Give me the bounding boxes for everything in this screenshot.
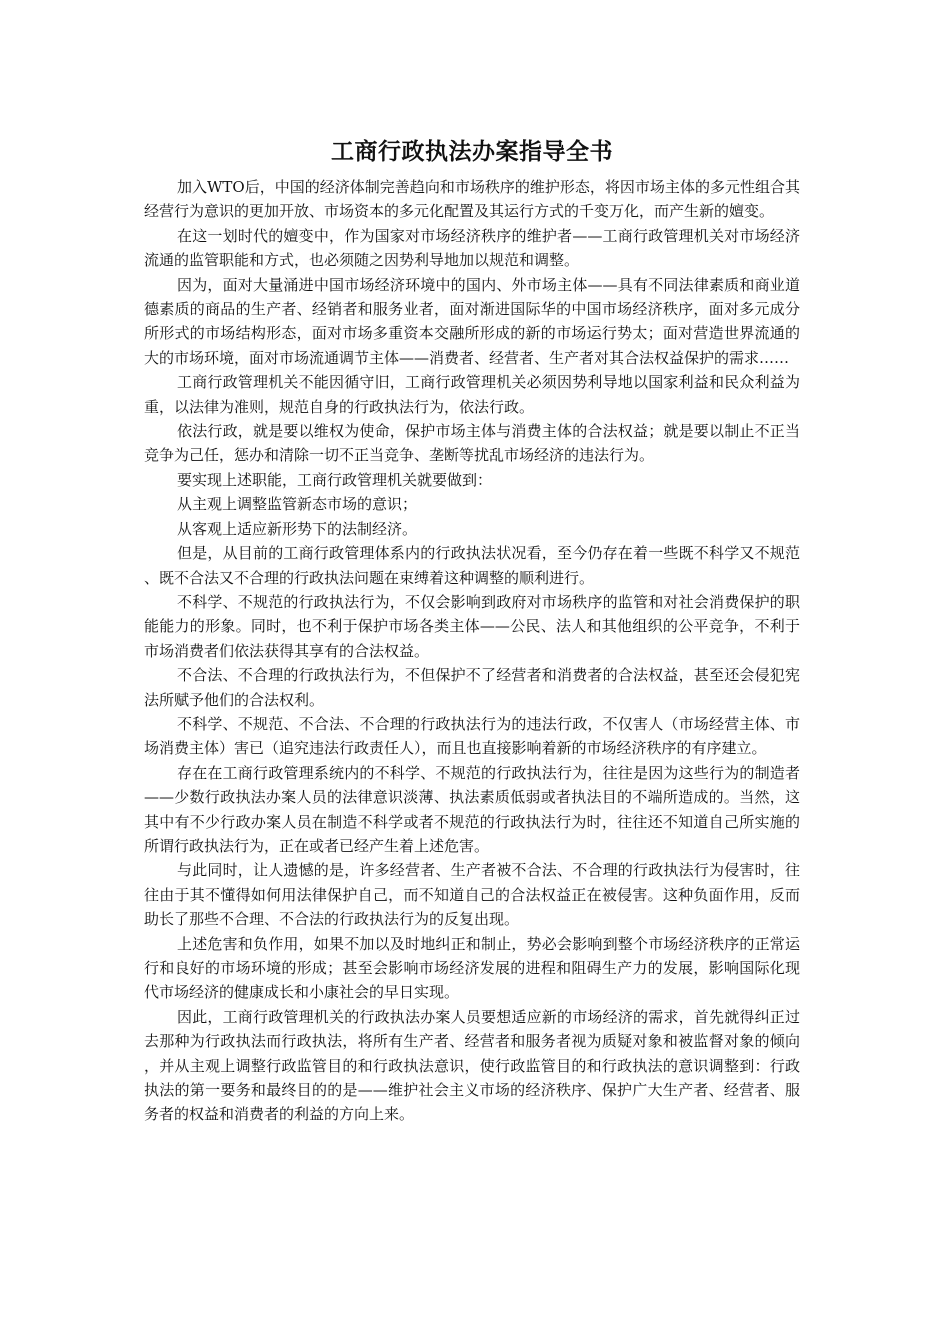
- paragraph: 因为，面对大量涌进中国市场经济环境中的国内、外市场主体——具有不同法律素质和商业道德素质的商品的生产者、经销者和服务业者，面对渐进国际华的中国市场经济秩序，面对多元成分所形式的市场结构形态，面对市场多重资本交融所形成的新的市场运行势太；面对营造世界流通的大的市场环境，面对市场流通调节主体——消费者、经营者、生产者对其合法权益保护的需求……: [144, 275, 800, 367]
- paragraph: 从客观上适应新形势下的法制经济。: [177, 519, 418, 538]
- paragraph: 依法行政，就是要以维权为使命，保护市场主体与消费主体的合法权益；就是要以制止不正当竞争为己任，惩办和清除一切不正当竞争、垄断等扰乱市场经济的违法行为。: [144, 422, 800, 465]
- paragraph: 上述危害和负作用，如果不加以及时地纠正和制止，势必会影响到整个市场经济秩序的正常运行和良好的市场环境的形成；甚至会影响市场经济发展的进程和阻碍生产力的发展，影响国际化现代市场经济的健康成长和小康社会的早日实现。: [144, 934, 800, 1002]
- document-title: 工商行政执法办案指导全书: [331, 138, 613, 165]
- paragraph: 不合法、不合理的行政执法行为，不但保护不了经营者和消费者的合法权益，甚至还会侵犯宪法所赋予他们的合法权利。: [144, 666, 800, 709]
- paragraph: 要实现上述职能，工商行政管理机关就要做到：: [177, 470, 493, 489]
- paragraph: 从主观上调整监管新态市场的意识；: [177, 495, 418, 514]
- paragraph: 工商行政管理机关不能因循守旧，工商行政管理机关必须因势利导地以国家利益和民众利益为重，以法律为准则，规范自身的行政执法行为，依法行政。: [144, 373, 800, 416]
- paragraph: 不科学、不规范、不合法、不合理的行政执法行为的违法行政，不仅害人（市场经营主体、市场消费主体）害已（追究违法行政责任人），而且也直接影响着新的市场经济秩序的有序建立。: [144, 714, 800, 758]
- document-body: [144, 135, 800, 1127]
- paragraph: 加入WTO后，中国的经济体制完善趋向和市场秩序的维护形态，将因市场主体的多元性组合其经营行为意识的更加开放、市场资本的多元化配置及其运行方式的千变万化，而产生新的嬗变。: [144, 178, 800, 221]
- paragraph: 但是，从目前的工商行政管理体系内的行政执法状况看，至今仍存在着一些既不科学又不规范、既不合法又不合理的行政执法问题在束缚着这种调整的顺利进行。: [144, 544, 800, 587]
- paragraph: 存在在工商行政管理系统内的不科学、不规范的行政执法行为，往往是因为这些行为的制造者——少数行政执法办案人员的法律意识淡薄、执法素质低弱或者执法目的不端所造成的。当然，这其中有不少行政办案人员在制造不科学或者不规范的行政执法行为时，往往还不知道自己所实施的所谓行政执法行为，正在或者已经产生着上述危害。: [144, 763, 800, 855]
- paragraph: 与此同时，让人遗憾的是，许多经营者、生产者被不合法、不合理的行政执法行为侵害时，往往由于其不懂得如何用法律保护自己，而不知道自己的合法权益正在被侵害。这种负面作用，反而助长了那些不合理、不合法的行政执法行为的反复出现。: [144, 861, 800, 929]
- paragraph: 在这一划时代的嬗变中，作为国家对市场经济秩序的维护者——工商行政管理机关对市场经济流通的监管职能和方式，也必须随之因势利导地加以规范和调整。: [144, 226, 800, 270]
- paragraph: 因此，工商行政管理机关的行政执法办案人员要想适应新的市场经济的需求，首先就得纠正过去那种为行政执法而行政执法，将所有生产者、经营者和服务者视为质疑对象和被监督对象的倾向，并从主观上调整行政监管目的和行政执法意识，使行政监管目的和行政执法的意识调整到：行政执法的第一要务和最终目的的是——维护社会主义市场的经济秩序、保护广大生产者、经营者、服务者的权益和消费者的利益的方向上来。: [144, 1007, 800, 1124]
- paragraph: 不科学、不规范的行政执法行为，不仅会影响到政府对市场秩序的监管和对社会消费保护的职能能力的形象。同时，也不利于保护市场各类主体——公民、法人和其他组织的公平竞争，不利于市场消费者们依法获得其享有的合法权益。: [144, 592, 800, 660]
